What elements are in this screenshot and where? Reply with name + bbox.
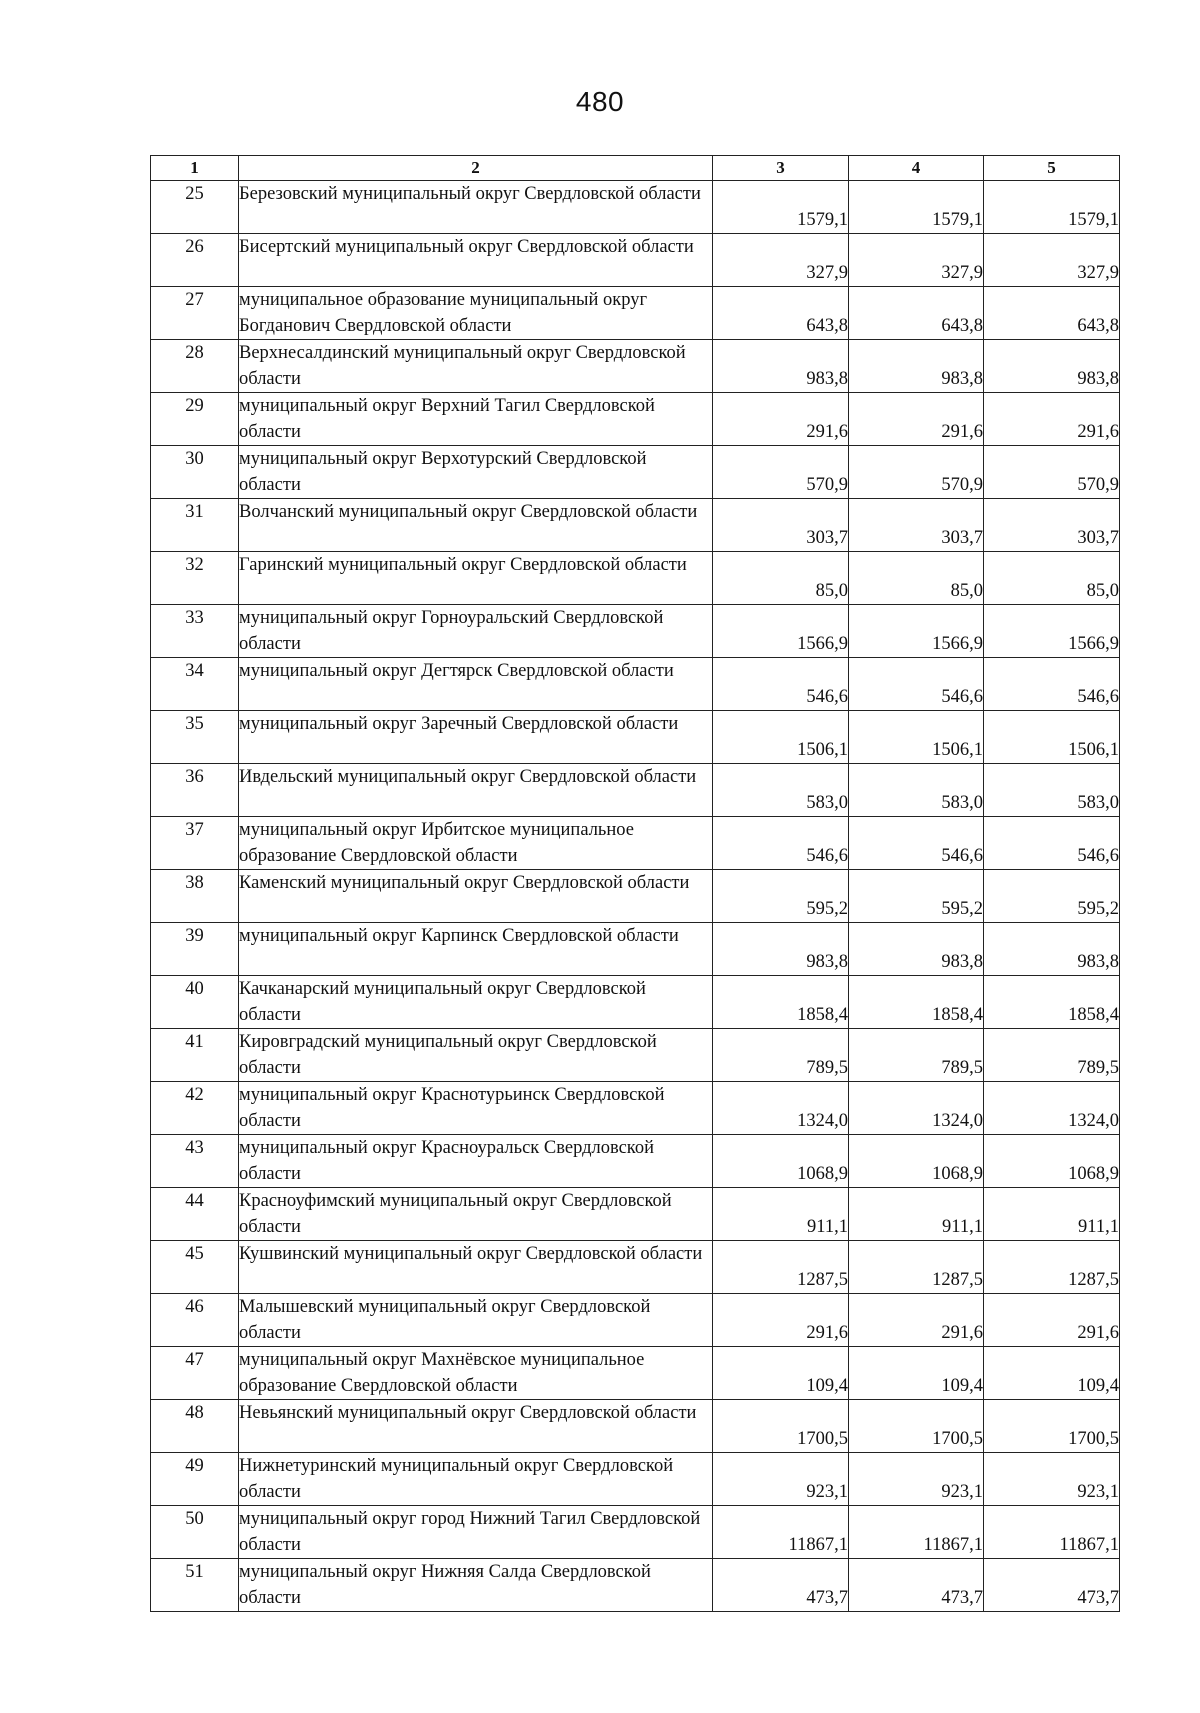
value-col4-cell: 983,8 (849, 340, 984, 393)
value-col5-cell: 11867,1 (984, 1506, 1120, 1559)
table-row (151, 923, 1120, 976)
column-header-2: 2 (239, 156, 713, 181)
table-row (151, 1135, 1120, 1188)
value-col5-cell: 983,8 (984, 340, 1120, 393)
value-col5-cell: 911,1 (984, 1188, 1120, 1241)
municipality-name-cell: муниципальный округ Карпинск Свердловской области (239, 923, 713, 976)
row-number-cell: 30 (151, 446, 239, 499)
value-col3-cell: 983,8 (713, 340, 849, 393)
value-col5-cell: 473,7 (984, 1559, 1120, 1612)
row-number-cell: 38 (151, 870, 239, 923)
value-col3-cell: 85,0 (713, 552, 849, 605)
value-col3-cell: 327,9 (713, 234, 849, 287)
value-col3-cell: 923,1 (713, 1453, 849, 1506)
table-row (151, 1453, 1120, 1506)
value-col5-cell: 570,9 (984, 446, 1120, 499)
table-row (151, 1029, 1120, 1082)
header-row (151, 156, 1120, 181)
value-col5-cell: 291,6 (984, 393, 1120, 446)
table-row (151, 658, 1120, 711)
value-col3-cell: 1287,5 (713, 1241, 849, 1294)
table-row (151, 1400, 1120, 1453)
table-row (151, 1347, 1120, 1400)
value-col4-cell: 109,4 (849, 1347, 984, 1400)
table-row (151, 870, 1120, 923)
value-col5-cell: 583,0 (984, 764, 1120, 817)
municipality-name-cell: Качканарский муниципальный округ Свердловской области (239, 976, 713, 1029)
value-col5-cell: 1068,9 (984, 1135, 1120, 1188)
value-col4-cell: 1324,0 (849, 1082, 984, 1135)
value-col4-cell: 643,8 (849, 287, 984, 340)
value-col4-cell: 570,9 (849, 446, 984, 499)
municipality-name-cell: Кушвинский муниципальный округ Свердловской области (239, 1241, 713, 1294)
table-body (151, 181, 1120, 1612)
value-col4-cell: 583,0 (849, 764, 984, 817)
value-col4-cell: 546,6 (849, 658, 984, 711)
value-col5-cell: 1700,5 (984, 1400, 1120, 1453)
row-number-cell: 48 (151, 1400, 239, 1453)
value-col3-cell: 109,4 (713, 1347, 849, 1400)
row-number-cell: 44 (151, 1188, 239, 1241)
column-header-4: 4 (849, 156, 984, 181)
table-row (151, 340, 1120, 393)
table-row (151, 234, 1120, 287)
value-col3-cell: 911,1 (713, 1188, 849, 1241)
row-number-cell: 28 (151, 340, 239, 393)
row-number-cell: 31 (151, 499, 239, 552)
row-number-cell: 42 (151, 1082, 239, 1135)
municipality-name-cell: Верхнесалдинский муниципальный округ Свердловской области (239, 340, 713, 393)
municipality-name-cell: муниципальный округ Верхотурский Свердловской области (239, 446, 713, 499)
municipality-name-cell: Гаринский муниципальный округ Свердловской области (239, 552, 713, 605)
row-number-cell: 49 (151, 1453, 239, 1506)
value-col5-cell: 546,6 (984, 817, 1120, 870)
value-col5-cell: 1579,1 (984, 181, 1120, 234)
column-header-1: 1 (151, 156, 239, 181)
value-col3-cell: 1566,9 (713, 605, 849, 658)
column-header-3: 3 (713, 156, 849, 181)
table-row (151, 711, 1120, 764)
row-number-cell: 40 (151, 976, 239, 1029)
row-number-cell: 46 (151, 1294, 239, 1347)
value-col5-cell: 595,2 (984, 870, 1120, 923)
value-col4-cell: 911,1 (849, 1188, 984, 1241)
column-header-5: 5 (984, 156, 1120, 181)
value-col5-cell: 546,6 (984, 658, 1120, 711)
value-col5-cell: 1324,0 (984, 1082, 1120, 1135)
row-number-cell: 43 (151, 1135, 239, 1188)
row-number-cell: 35 (151, 711, 239, 764)
value-col3-cell: 303,7 (713, 499, 849, 552)
table-row (151, 764, 1120, 817)
value-col3-cell: 473,7 (713, 1559, 849, 1612)
value-col5-cell: 1287,5 (984, 1241, 1120, 1294)
value-col4-cell: 1506,1 (849, 711, 984, 764)
value-col5-cell: 789,5 (984, 1029, 1120, 1082)
municipality-name-cell: Бисертский муниципальный округ Свердловской области (239, 234, 713, 287)
municipality-name-cell: муниципальный округ Краснотурьинск Свердловской области (239, 1082, 713, 1135)
table-row (151, 976, 1120, 1029)
municipality-name-cell: Волчанский муниципальный округ Свердловской области (239, 499, 713, 552)
value-col3-cell: 1068,9 (713, 1135, 849, 1188)
value-col3-cell: 1506,1 (713, 711, 849, 764)
value-col5-cell: 1566,9 (984, 605, 1120, 658)
table-row (151, 287, 1120, 340)
value-col4-cell: 1287,5 (849, 1241, 984, 1294)
value-col4-cell: 1566,9 (849, 605, 984, 658)
municipality-name-cell: Кировградский муниципальный округ Свердловской области (239, 1029, 713, 1082)
row-number-cell: 36 (151, 764, 239, 817)
value-col5-cell: 109,4 (984, 1347, 1120, 1400)
page-number: 480 (575, 86, 625, 117)
municipality-name-cell: муниципальное образование муниципальный округ Богданович Свердловской области (239, 287, 713, 340)
row-number-cell: 47 (151, 1347, 239, 1400)
value-col3-cell: 643,8 (713, 287, 849, 340)
value-col3-cell: 1700,5 (713, 1400, 849, 1453)
value-col4-cell: 1579,1 (849, 181, 984, 234)
value-col3-cell: 1579,1 (713, 181, 849, 234)
value-col5-cell: 291,6 (984, 1294, 1120, 1347)
row-number-cell: 50 (151, 1506, 239, 1559)
value-col5-cell: 85,0 (984, 552, 1120, 605)
value-col4-cell: 303,7 (849, 499, 984, 552)
table-row (151, 817, 1120, 870)
value-col4-cell: 291,6 (849, 393, 984, 446)
value-col4-cell: 85,0 (849, 552, 984, 605)
table-row (151, 393, 1120, 446)
value-col3-cell: 546,6 (713, 817, 849, 870)
value-col3-cell: 789,5 (713, 1029, 849, 1082)
municipality-name-cell: муниципальный округ город Нижний Тагил Свердловской области (239, 1506, 713, 1559)
value-col4-cell: 789,5 (849, 1029, 984, 1082)
table-row (151, 1241, 1120, 1294)
row-number-cell: 26 (151, 234, 239, 287)
value-col4-cell: 595,2 (849, 870, 984, 923)
table-row (151, 605, 1120, 658)
data-table (150, 155, 1120, 1612)
value-col3-cell: 583,0 (713, 764, 849, 817)
value-col5-cell: 923,1 (984, 1453, 1120, 1506)
municipality-name-cell: муниципальный округ Нижняя Салда Свердловской области (239, 1559, 713, 1612)
value-col5-cell: 327,9 (984, 234, 1120, 287)
value-col4-cell: 291,6 (849, 1294, 984, 1347)
value-col4-cell: 473,7 (849, 1559, 984, 1612)
table-row (151, 181, 1120, 234)
municipality-name-cell: Нижнетуринский муниципальный округ Свердловской области (239, 1453, 713, 1506)
value-col3-cell: 11867,1 (713, 1506, 849, 1559)
row-number-cell: 32 (151, 552, 239, 605)
municipality-name-cell: Красноуфимский муниципальный округ Свердловской области (239, 1188, 713, 1241)
municipality-name-cell: муниципальный округ Махнёвское муниципальное образование Свердловской области (239, 1347, 713, 1400)
value-col4-cell: 1068,9 (849, 1135, 984, 1188)
value-col3-cell: 983,8 (713, 923, 849, 976)
value-col5-cell: 303,7 (984, 499, 1120, 552)
value-col4-cell: 327,9 (849, 234, 984, 287)
municipality-name-cell: Малышевский муниципальный округ Свердловской области (239, 1294, 713, 1347)
value-col3-cell: 291,6 (713, 1294, 849, 1347)
table-row (151, 1559, 1120, 1612)
row-number-cell: 34 (151, 658, 239, 711)
value-col4-cell: 1700,5 (849, 1400, 984, 1453)
row-number-cell: 51 (151, 1559, 239, 1612)
municipality-name-cell: муниципальный округ Заречный Свердловской области (239, 711, 713, 764)
value-col3-cell: 595,2 (713, 870, 849, 923)
municipality-name-cell: муниципальный округ Верхний Тагил Свердловской области (239, 393, 713, 446)
table-row (151, 552, 1120, 605)
row-number-cell: 33 (151, 605, 239, 658)
value-col5-cell: 643,8 (984, 287, 1120, 340)
table-row (151, 446, 1120, 499)
municipality-name-cell: Березовский муниципальный округ Свердловской области (239, 181, 713, 234)
value-col3-cell: 291,6 (713, 393, 849, 446)
table-row (151, 1082, 1120, 1135)
table-row (151, 1294, 1120, 1347)
municipality-name-cell: муниципальный округ Красноуральск Свердловской области (239, 1135, 713, 1188)
value-col5-cell: 983,8 (984, 923, 1120, 976)
municipality-name-cell: муниципальный округ Горноуральский Свердловской области (239, 605, 713, 658)
value-col4-cell: 1858,4 (849, 976, 984, 1029)
municipality-name-cell: муниципальный округ Ирбитское муниципальное образование Свердловской области (239, 817, 713, 870)
municipality-name-cell: муниципальный округ Дегтярск Свердловской области (239, 658, 713, 711)
row-number-cell: 37 (151, 817, 239, 870)
row-number-cell: 41 (151, 1029, 239, 1082)
value-col3-cell: 1858,4 (713, 976, 849, 1029)
value-col4-cell: 546,6 (849, 817, 984, 870)
row-number-cell: 27 (151, 287, 239, 340)
row-number-cell: 29 (151, 393, 239, 446)
value-col3-cell: 570,9 (713, 446, 849, 499)
municipality-name-cell: Невьянский муниципальный округ Свердловской области (239, 1400, 713, 1453)
row-number-cell: 25 (151, 181, 239, 234)
row-number-cell: 45 (151, 1241, 239, 1294)
municipality-name-cell: Ивдельский муниципальный округ Свердловской области (239, 764, 713, 817)
table-row (151, 499, 1120, 552)
value-col5-cell: 1506,1 (984, 711, 1120, 764)
value-col4-cell: 923,1 (849, 1453, 984, 1506)
value-col3-cell: 1324,0 (713, 1082, 849, 1135)
table-row (151, 1506, 1120, 1559)
row-number-cell: 39 (151, 923, 239, 976)
value-col5-cell: 1858,4 (984, 976, 1120, 1029)
value-col4-cell: 983,8 (849, 923, 984, 976)
municipality-name-cell: Каменский муниципальный округ Свердловской области (239, 870, 713, 923)
table-row (151, 1188, 1120, 1241)
value-col3-cell: 546,6 (713, 658, 849, 711)
value-col4-cell: 11867,1 (849, 1506, 984, 1559)
